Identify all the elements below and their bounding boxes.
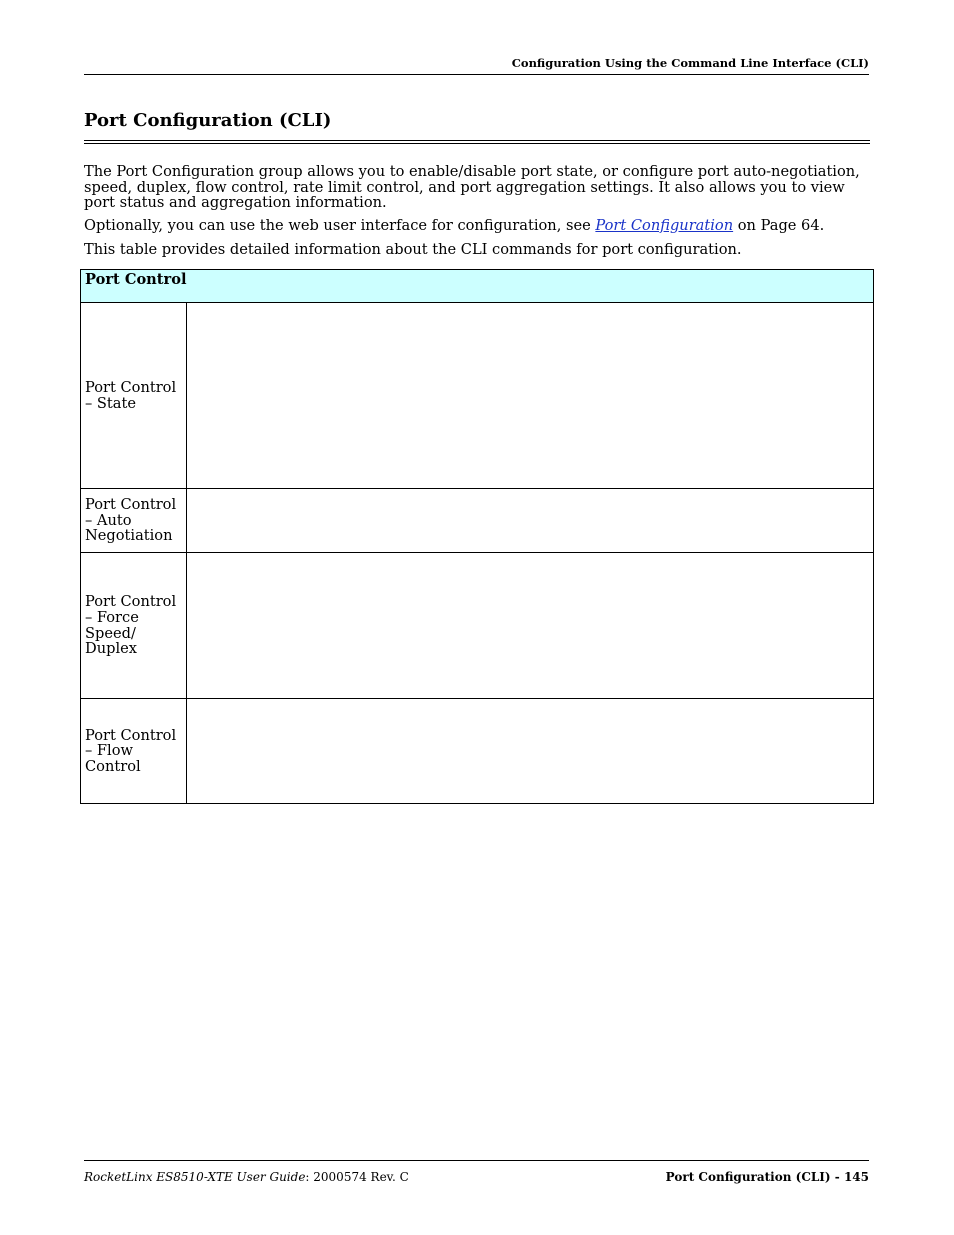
- table-row: [81, 489, 874, 553]
- table-header-cell: Port Control: [81, 270, 874, 303]
- label-line: Port Control: [85, 496, 177, 514]
- row-label-auto-negotiation: [81, 489, 187, 553]
- title-divider: [84, 140, 870, 144]
- row-label-flow-control: [81, 699, 187, 804]
- row-content-state: [187, 303, 874, 489]
- label-line: Port Control: [85, 378, 177, 396]
- label-line: Port Control: [85, 593, 177, 611]
- footer-guide-reference: [84, 1170, 409, 1184]
- label-line: – Auto: [85, 511, 132, 529]
- label-line: Duplex: [85, 640, 137, 658]
- port-control-table: [80, 269, 874, 804]
- row-content-flow-control: [187, 699, 874, 804]
- footer-guide-part: : 2000574 Rev. C: [305, 1170, 409, 1184]
- optional-prefix: Optionally, you can use the web user interface for configuration, see: [84, 217, 591, 234]
- header-divider: [84, 74, 869, 75]
- table-header-row: [81, 270, 874, 303]
- table-intro-paragraph: This table provides detailed information about the CLI commands for port configuration.: [84, 241, 742, 258]
- row-content-auto-negotiation: [187, 489, 874, 553]
- row-content-force-speed-duplex: [187, 553, 874, 699]
- label-line: Control: [85, 757, 141, 775]
- label-line: – Force: [85, 608, 139, 626]
- label-line: Negotiation: [85, 527, 173, 545]
- label-line: Port Control: [85, 726, 177, 744]
- row-label-state: [81, 303, 187, 489]
- label-line: – State: [85, 394, 136, 412]
- running-header: Configuration Using the Command Line Interface (CLI): [511, 56, 869, 70]
- optional-paragraph: [84, 218, 870, 234]
- port-configuration-link[interactable]: Port Configuration: [595, 217, 734, 234]
- optional-suffix: on Page 64.: [737, 217, 825, 234]
- label-line: Speed/: [85, 624, 136, 642]
- footer-divider: [84, 1160, 869, 1161]
- label-line: – Flow: [85, 742, 134, 760]
- page-title: Port Configuration (CLI): [84, 110, 332, 131]
- table-row: [81, 553, 874, 699]
- row-label-force-speed-duplex: [81, 553, 187, 699]
- table-row: [81, 303, 874, 489]
- table-row: [81, 699, 874, 804]
- footer-guide-title: RocketLinx ES8510-XTE User Guide: [84, 1170, 306, 1184]
- intro-paragraph: The Port Configuration group allows you to enable/disable port state, or configure port auto-negotiation, speed, duplex, flow control, rate limit control, and port aggregation settings. It also allows you to view port status and aggregation information.: [84, 163, 860, 212]
- footer-page-label: Port Configuration (CLI) - 145: [665, 1170, 869, 1184]
